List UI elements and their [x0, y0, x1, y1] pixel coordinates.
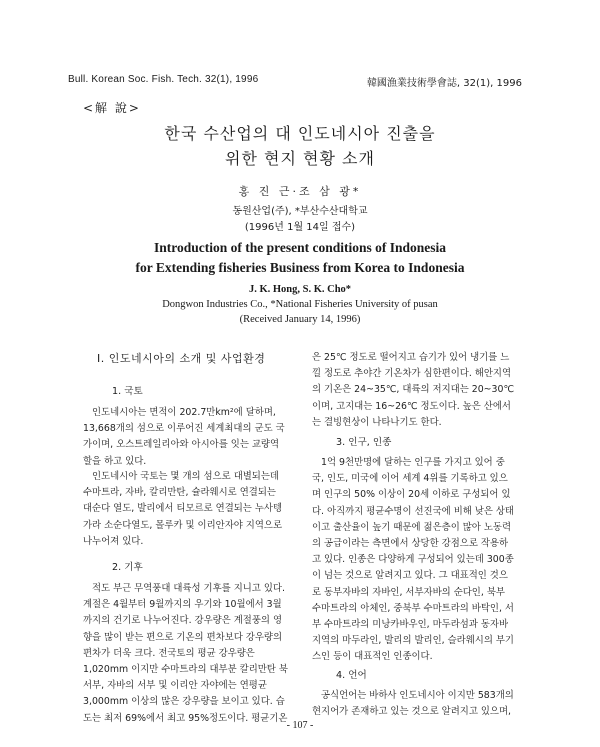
- text-line: 인도네시아는 면적이 202.7만km²에 달하며,: [92, 407, 276, 418]
- received-en: (Received January 14, 1996): [239, 314, 361, 325]
- text-line: 나누어져 있다.: [83, 535, 144, 547]
- journal-header-right: 韓國漁業技術學會誌, 32(1), 1996: [366, 78, 522, 89]
- text-line: 서부, 자바의 서부 및 이리안 자야에는 연평균: [83, 680, 267, 692]
- text-line: 고 있다. 인종은 다양하게 구성되어 있는데 300종: [312, 554, 514, 566]
- text-line: 는 결빙현상이 나타나기도 한다.: [312, 416, 442, 428]
- text-line: 국, 인도, 미국에 이어 세계 4위를 기록하고 있으: [312, 473, 508, 485]
- subheading-land: 1. 국토: [112, 386, 143, 397]
- text-line: 낄 정도로 추야간 기온차가 심한편이다. 해안지역: [312, 368, 512, 380]
- text-line: 며 인구의 50% 이상이 20세 이하로 구성되어 있: [312, 489, 511, 501]
- paragraph-climate-continued: [312, 350, 532, 431]
- subheading-climate: 2. 기후: [112, 562, 143, 573]
- text-line: 편차가 더욱 크다. 전국토의 평균 강우량은: [83, 647, 255, 659]
- paragraph-climate: [83, 581, 303, 727]
- text-line: 지역의 마두라인, 발리의 발리인, 슬라웨시의 부기: [312, 635, 514, 647]
- text-line: 이고 출산율이 높기 때문에 젊은층이 많아 노동력: [312, 521, 512, 533]
- text-line: 3,000mm 이상의 많은 강우량을 보이고 있다. 습: [83, 696, 285, 708]
- affiliation-en: Dongwon Industries Co., *National Fisheries University of pusan: [162, 299, 438, 310]
- text-line: 1,020mm 이지만 수마트라의 대부분 칼리만탄 북: [83, 664, 288, 676]
- title-en-line-1: Introduction of the present conditions of Indonesia: [153, 240, 447, 255]
- text-line: 할을 하고 있다.: [83, 455, 147, 467]
- text-line: 향을 많이 받는 편으로 기온의 편차보다 강우량의: [83, 631, 283, 643]
- text-line: 까지의 건기로 나누어진다. 강우량은 계절풍의 영: [83, 615, 283, 627]
- authors-ko: 홍 진 근·조 삼 광*: [238, 185, 362, 198]
- text-line: 적도 부근 무역풍대 대륙성 기후를 지니고 있다.: [92, 583, 285, 594]
- title-ko-line-2: 위한 현지 현황 소개: [225, 149, 375, 168]
- text-line: 현지어가 존재하고 있는 것으로 알려지고 있으며,: [312, 706, 512, 718]
- subheading-language: 4. 언어: [336, 670, 367, 681]
- text-line: 13,668개의 섬으로 이루어진 세계최대의 군도 국: [83, 423, 285, 435]
- journal-header-left: Bull. Korean Soc. Fish. Tech. 32(1), 1996: [68, 74, 259, 85]
- text-line: 은 25℃ 정도로 떨어지고 습기가 있어 냉기를 느: [312, 352, 510, 363]
- text-line: 도는 최저 69%에서 최고 95%정도이다. 평균기온: [83, 712, 288, 724]
- text-line: 의 공급이라는 측면에서 상당한 강점으로 작용하: [312, 538, 509, 550]
- page-number: - 107 -: [286, 720, 314, 731]
- text-line: 의 기온은 24~35℃, 대륙의 저지대는 20~30℃: [312, 384, 514, 396]
- section-tag: <解 說>: [83, 101, 141, 115]
- text-line: 계절은 4월부터 9월까지의 우기와 10월에서 3월: [83, 599, 282, 611]
- text-line: 가이며, 오스트레일리아와 아시아를 잇는 교량역: [83, 439, 280, 451]
- title-en-line-2: for Extending fisheries Business from Korea to Indonesia: [135, 260, 465, 275]
- authors-en: J. K. Hong, S. K. Cho*: [248, 284, 352, 295]
- received-ko: (1996년 1월 14일 접수): [244, 222, 356, 233]
- text-line: 스인 등이 대표적인 인종이다.: [312, 651, 433, 663]
- text-line: 로 동부자바의 자바인, 서부자바의 순다인, 북부: [312, 586, 505, 598]
- text-line: 가라 소순다열도, 몰루카 및 이리안자야 지역으로: [83, 519, 283, 531]
- section-heading-1: Ⅰ. 인도네시아의 소개 및 사업환경: [97, 352, 266, 365]
- text-line: 대순다 열도, 발리에서 티모르로 연결되는 누사텡: [83, 503, 283, 515]
- text-line: 수마트라, 자바, 칼리만탄, 슐라웨시로 연결되는: [83, 487, 276, 499]
- paragraph-land-1: [83, 405, 303, 470]
- text-line: 다. 아직까지 평균수명이 선진국에 비해 낮은 상태: [312, 505, 514, 517]
- paragraph-population: [312, 455, 532, 666]
- subheading-population: 3. 인구, 인종: [336, 437, 392, 448]
- text-line: 공식언어는 바하사 인도네시아 이지만 583개의: [321, 690, 514, 701]
- text-line: 이며, 고지대는 16~26℃ 정도이다. 높은 산에서: [312, 400, 511, 412]
- paragraph-language: [312, 688, 532, 720]
- text-line: 1억 9천만명에 달하는 인구를 가지고 있어 중: [321, 457, 505, 468]
- text-line: 부 수마트라의 미낭카바우인, 마두라섬과 동자바: [312, 619, 509, 631]
- text-line: 수마트라의 아체인, 중북부 수마트라의 바탁인, 서: [312, 602, 514, 614]
- text-line: 이 넘는 것으로 알려지고 있다. 그 대표적인 것으: [312, 570, 508, 582]
- title-ko-line-1: 한국 수산업의 대 인도네시아 진출을: [164, 124, 436, 143]
- text-line: 인도네시아 국토는 몇 개의 섬으로 대별되는데: [92, 471, 279, 482]
- paragraph-land-2: [83, 469, 303, 550]
- affiliation-ko: 동원산업(주), *부산수산대학교: [232, 206, 368, 217]
